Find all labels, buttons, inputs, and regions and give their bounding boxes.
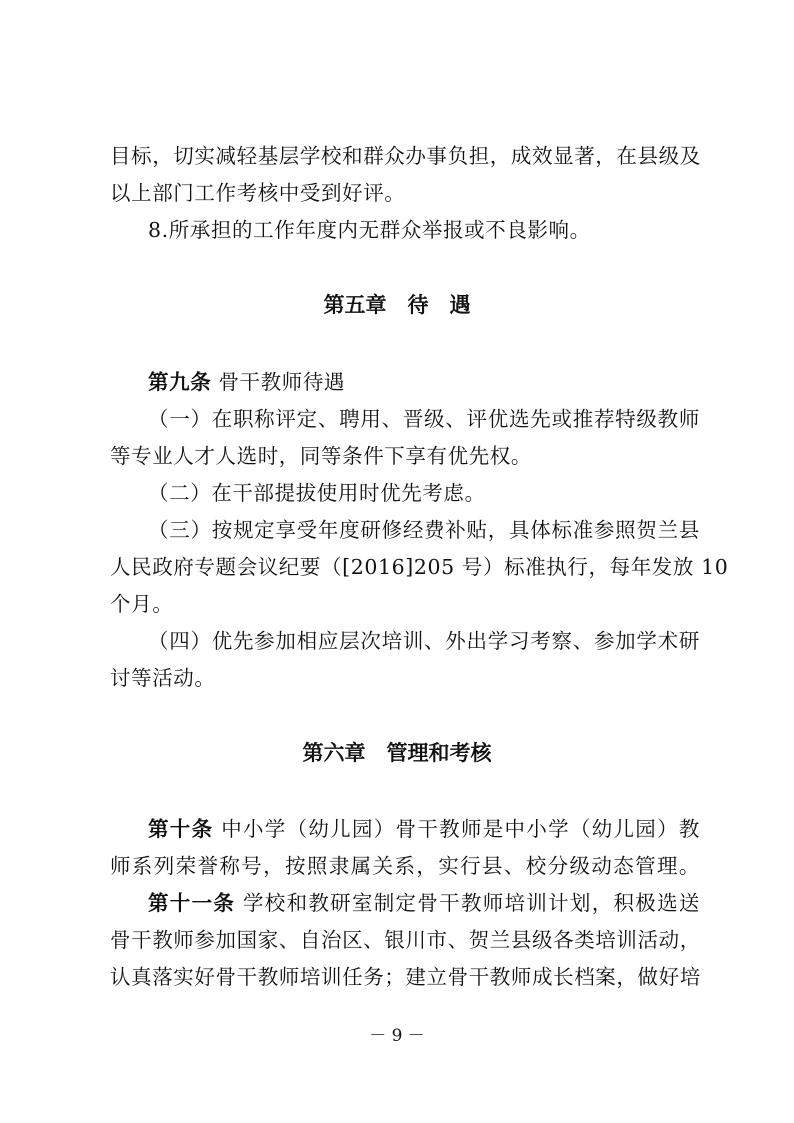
item-1-line: （一）在职称评定、聘用、晋级、评优选先或推荐特级教师 (148, 407, 700, 431)
item-3-line: （三）按规定享受年度研修经费补贴，具体标准参照贺兰县 (148, 518, 700, 542)
article-11-text: 学校和教研室制定骨干教师培训计划，积极选送 (243, 891, 700, 915)
article-10-line (148, 815, 700, 843)
article-11-line: 骨干教师参加国家、自治区、银川市、贺兰县级各类培训活动， (110, 928, 701, 952)
item-1-line: 等专业人才人选时，同等条件下享有优先权。 (110, 444, 532, 468)
chapter-5-heading: 第五章 待 遇 (323, 293, 471, 317)
article-9-label: 第九条 (148, 370, 212, 394)
item-4-line: 讨等活动。 (110, 666, 216, 690)
item-2-line: （二）在干部提拔使用时优先考虑。 (148, 481, 486, 505)
paragraph-line: 8.所承担的工作年度内无群众举报或不良影响。 (148, 218, 591, 242)
article-11-label: 第十一条 (148, 891, 236, 915)
item-3-line: 人民政府专题会议纪要（[2016]205 号）标准执行，每年发放 10 (110, 555, 729, 579)
item-4-line: （四）优先参加相应层次培训、外出学习考察、参加学术研 (148, 629, 700, 653)
article-10-line: 师系列荣誉称号，按照隶属关系，实行县、校分级动态管理。 (110, 854, 700, 878)
article-9-title: 骨干教师待遇 (218, 370, 346, 394)
item-3-line: 个月。 (110, 592, 174, 616)
page-number: － 9 － (369, 1026, 425, 1046)
article-11-line (148, 889, 700, 917)
article-10-label: 第十条 (148, 817, 214, 841)
article-10-text: 中小学（幼儿园）骨干教师是中小学（幼儿园）教 (221, 817, 700, 841)
article-9-line (148, 368, 700, 396)
paragraph-line: 目标，切实减轻基层学校和群众办事负担，成效显著，在县级及 (110, 144, 701, 168)
chapter-6-heading: 第六章 管理和考核 (302, 741, 492, 765)
article-11-line: 认真落实好骨干教师培训任务；建立骨干教师成长档案，做好培 (110, 965, 701, 989)
paragraph-line: 以上部门工作考核中受到好评。 (110, 181, 406, 205)
